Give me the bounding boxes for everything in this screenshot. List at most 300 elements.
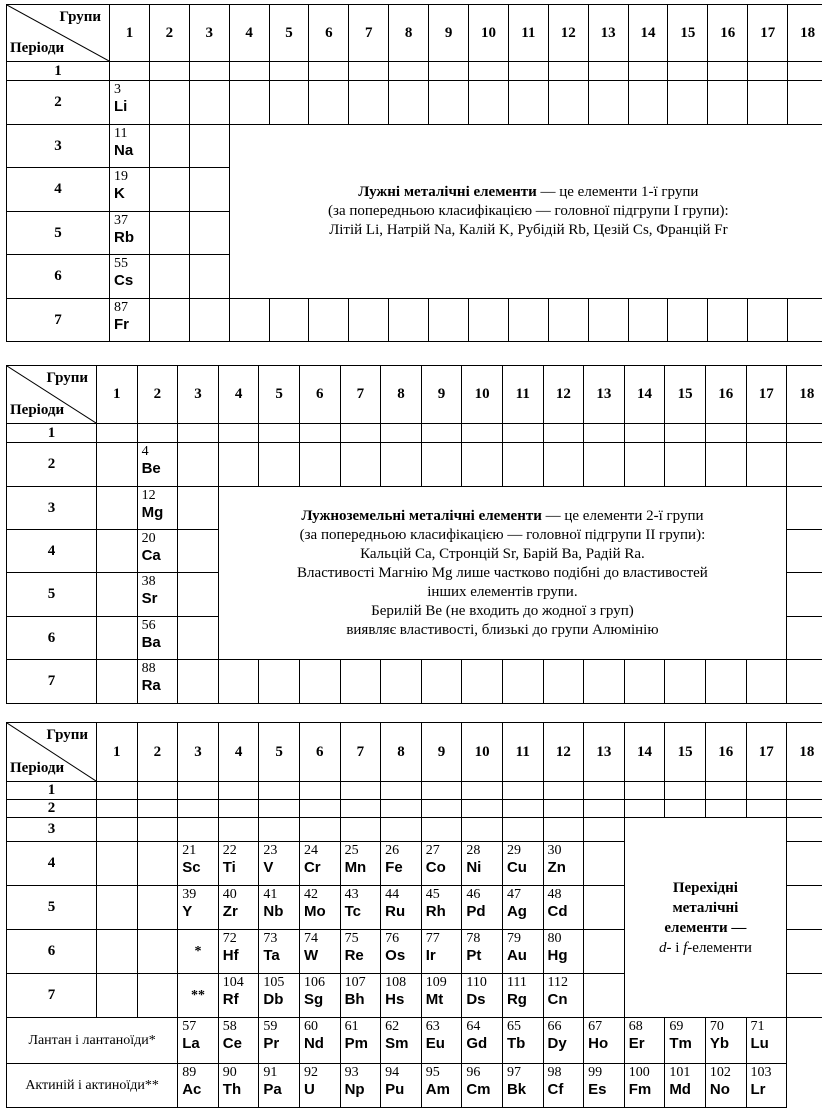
group-number: 4	[218, 723, 259, 782]
element-symbol: Md	[669, 1081, 691, 1098]
element-cell	[746, 1018, 787, 1064]
element-symbol: Be	[141, 460, 161, 477]
atomic-number: 77	[425, 931, 440, 946]
group-number: 15	[665, 366, 706, 424]
group-number: 17	[748, 5, 788, 62]
period-number: 5	[7, 886, 97, 930]
element-symbol: Ir	[425, 947, 436, 964]
group-number: 18	[788, 5, 822, 62]
element-symbol: Zn	[547, 859, 566, 876]
element-cell	[543, 974, 584, 1018]
element-symbol: Sm	[385, 1035, 409, 1052]
element-symbol: Bk	[506, 1081, 527, 1098]
element-cell	[381, 842, 422, 886]
element-symbol: Ni	[466, 859, 482, 876]
period-row	[7, 782, 822, 800]
atomic-number: 109	[425, 975, 447, 990]
atomic-number: 99	[588, 1065, 603, 1080]
atomic-number: 79	[506, 931, 521, 946]
atomic-number: 78	[466, 931, 481, 946]
atomic-number: 110	[466, 975, 487, 990]
period-number: 4	[7, 842, 97, 886]
element-symbol: Pa	[263, 1081, 282, 1098]
atomic-number: 55	[114, 256, 128, 271]
group-header-row	[7, 723, 822, 782]
element-symbol: V	[263, 859, 274, 876]
element-symbol: Ds	[466, 991, 486, 1008]
group-number: 6	[299, 723, 340, 782]
element-cell	[705, 1064, 746, 1108]
atomic-number: 92	[303, 1065, 318, 1080]
element-symbol: Tb	[506, 1035, 526, 1052]
atomic-number: 21	[182, 843, 197, 858]
atomic-number: 104	[222, 975, 244, 990]
element-cell	[259, 842, 300, 886]
group-number: 15	[668, 5, 708, 62]
period-number: 6	[7, 255, 110, 299]
period-number: 1	[7, 782, 97, 800]
element-cell	[502, 930, 543, 974]
atomic-number: 90	[222, 1065, 237, 1080]
element-symbol: Cd	[547, 903, 568, 920]
element-symbol: Ac	[182, 1081, 202, 1098]
element-cell	[178, 842, 219, 886]
group-number: 17	[746, 366, 787, 424]
period-number: 6	[7, 617, 97, 660]
groups-label: Групи	[46, 727, 88, 743]
atomic-number: 30	[547, 843, 562, 858]
atomic-number: 43	[344, 887, 359, 902]
element-symbol: No	[709, 1081, 730, 1098]
atomic-number: 38	[141, 574, 156, 589]
group-number: 10	[462, 366, 503, 424]
group-number: 13	[584, 366, 625, 424]
element-symbol: Cu	[506, 859, 527, 876]
groups-label: Групи	[59, 9, 101, 25]
atomic-number: 64	[466, 1019, 481, 1034]
atomic-number: 70	[709, 1019, 724, 1034]
note-text: і	[671, 939, 684, 956]
element-cell	[462, 842, 503, 886]
element-cell	[584, 1018, 625, 1064]
atomic-number: 29	[506, 843, 521, 858]
group-number: 9	[421, 366, 462, 424]
lanthanides-row	[7, 1018, 822, 1064]
element-cell	[543, 1018, 584, 1064]
element-cell	[421, 1018, 462, 1064]
element-symbol: Sr	[141, 590, 158, 607]
group-number: 3	[178, 723, 219, 782]
element-cell	[746, 1064, 787, 1108]
group-number: 4	[229, 5, 269, 62]
group-number: 7	[340, 723, 381, 782]
element-cell	[502, 1064, 543, 1108]
element-cell	[705, 1018, 746, 1064]
atomic-number: 25	[344, 843, 359, 858]
lanthanides-label: Лантан і лантаноїди*	[7, 1018, 178, 1064]
element-symbol: Eu	[425, 1035, 445, 1052]
groups-label: Групи	[46, 370, 88, 386]
atomic-number: 106	[303, 975, 325, 990]
element-cell	[543, 930, 584, 974]
period-number: 3	[7, 487, 97, 530]
element-symbol: Tc	[344, 903, 361, 920]
atomic-number: 100	[628, 1065, 650, 1080]
element-symbol: Cf	[547, 1081, 564, 1098]
group-number: 18	[787, 723, 822, 782]
element-cell	[624, 1064, 665, 1108]
period-row	[7, 424, 822, 443]
group-number: 9	[421, 723, 462, 782]
atomic-number: 44	[385, 887, 400, 902]
atomic-number: 96	[466, 1065, 481, 1080]
element-symbol: Ti	[222, 859, 236, 876]
group-number: 13	[584, 723, 625, 782]
group-number: 16	[708, 5, 748, 62]
element-symbol: Ag	[506, 903, 527, 920]
atomic-number: 105	[263, 975, 285, 990]
element-symbol: Nd	[303, 1035, 324, 1052]
element-cell	[665, 1064, 706, 1108]
element-symbol: Ra	[141, 677, 161, 694]
atomic-number: 103	[750, 1065, 772, 1080]
element-cell	[421, 1064, 462, 1108]
atomic-number: 4	[141, 444, 149, 459]
atomic-number: 73	[263, 931, 278, 946]
note-text: — це елементи 2-ї групи	[541, 507, 704, 524]
atomic-number: 11	[114, 126, 128, 141]
atomic-number: 75	[344, 931, 359, 946]
element-symbol: Mg	[141, 504, 164, 521]
group-number: 4	[218, 366, 259, 424]
period-number: 3	[7, 125, 110, 168]
element-symbol: Fm	[628, 1081, 652, 1098]
atomic-number: 68	[628, 1019, 643, 1034]
element-cell	[218, 1064, 259, 1108]
element-cell	[259, 886, 300, 930]
atomic-number: 57	[182, 1019, 197, 1034]
note-text: Кальцій Ca, Стронцій Sr, Барій Ba, Радій Ra.	[360, 545, 645, 562]
group-number: 2	[137, 366, 178, 424]
element-cell	[381, 974, 422, 1018]
period-number: 7	[7, 660, 97, 704]
element-cell	[340, 974, 381, 1018]
actinides-label: Актиній і актиноїди**	[7, 1064, 178, 1108]
element-symbol: Np	[344, 1081, 365, 1098]
group-number: 17	[746, 723, 787, 782]
element-cell	[421, 886, 462, 930]
element-cell	[299, 1018, 340, 1064]
element-cell	[137, 443, 178, 487]
atomic-number: 20	[141, 531, 156, 546]
element-symbol: Cm	[466, 1081, 491, 1098]
element-symbol: Li	[114, 98, 128, 115]
element-symbol: Fr	[114, 316, 129, 333]
period-row	[7, 62, 822, 81]
atomic-number: 76	[385, 931, 400, 946]
atomic-number: 94	[385, 1065, 400, 1080]
group-header-row	[7, 366, 822, 424]
element-symbol: Fe	[385, 859, 403, 876]
element-cell	[110, 168, 150, 212]
note-text: Берилій Be (не входить до жодної з груп)	[371, 602, 634, 619]
period-row	[7, 818, 822, 842]
period-number: 6	[7, 930, 97, 974]
element-symbol: Hs	[385, 991, 405, 1008]
group-number: 7	[340, 366, 381, 424]
header-corner-cell	[7, 723, 97, 782]
period-number: 5	[7, 212, 110, 255]
element-cell	[543, 842, 584, 886]
note-text: металічні	[672, 899, 739, 916]
element-cell	[502, 842, 543, 886]
period-row	[7, 443, 822, 487]
element-symbol: Re	[344, 947, 364, 964]
element-cell	[462, 1064, 503, 1108]
element-symbol: Gd	[466, 1035, 488, 1052]
group-number: 6	[309, 5, 349, 62]
element-cell	[259, 930, 300, 974]
element-cell	[665, 1018, 706, 1064]
atomic-number: 62	[385, 1019, 400, 1034]
element-cell	[502, 974, 543, 1018]
note-text: виявляє властивості, близькі до групи Алюмінію	[346, 621, 659, 638]
element-cell	[137, 573, 178, 617]
element-symbol: Pm	[344, 1035, 368, 1052]
group-number: 1	[110, 5, 150, 62]
group-number: 11	[502, 366, 543, 424]
period-row	[7, 125, 822, 168]
note-text: d-	[658, 939, 672, 956]
lanthanide-marker: *	[178, 930, 219, 974]
atomic-number: 22	[222, 843, 237, 858]
group-number: 2	[137, 723, 178, 782]
element-symbol: Lr	[750, 1081, 766, 1098]
element-symbol: Mt	[425, 991, 444, 1008]
element-cell	[381, 1064, 422, 1108]
element-cell	[462, 974, 503, 1018]
period-number: 7	[7, 974, 97, 1018]
element-cell	[299, 1064, 340, 1108]
element-symbol: Os	[385, 947, 406, 964]
header-corner-cell	[7, 366, 97, 424]
element-symbol: Hf	[222, 947, 239, 964]
element-cell	[462, 930, 503, 974]
header-corner-cell	[7, 5, 110, 62]
element-symbol: U	[303, 1081, 315, 1098]
element-cell	[137, 487, 178, 530]
element-cell	[218, 930, 259, 974]
element-cell	[178, 1064, 219, 1108]
atomic-number: 112	[547, 975, 569, 990]
atomic-number: 46	[466, 887, 481, 902]
group-number: 5	[269, 5, 309, 62]
period-number: 4	[7, 530, 97, 573]
period-number: 3	[7, 818, 97, 842]
element-symbol: Ho	[588, 1035, 609, 1052]
period-number: 1	[7, 424, 97, 443]
atomic-number: 91	[263, 1065, 278, 1080]
element-cell	[137, 660, 178, 704]
alkali-metals-table	[6, 4, 822, 342]
element-symbol: Pd	[466, 903, 486, 920]
group-number: 10	[469, 5, 509, 62]
atomic-number: 107	[344, 975, 366, 990]
group-number: 11	[502, 723, 543, 782]
note-text: інших елементів групи.	[427, 583, 578, 600]
element-symbol: Er	[628, 1035, 645, 1052]
period-row	[7, 660, 822, 704]
element-symbol: Cr	[303, 859, 321, 876]
period-row	[7, 299, 822, 342]
element-cell	[218, 974, 259, 1018]
element-symbol: Ce	[222, 1035, 242, 1052]
element-cell	[340, 1064, 381, 1108]
group-number: 12	[543, 366, 584, 424]
element-symbol: Y	[182, 903, 193, 920]
element-symbol: Rf	[222, 991, 239, 1008]
transition-description	[624, 818, 786, 1018]
element-cell	[218, 842, 259, 886]
element-symbol: Ru	[385, 903, 406, 920]
element-symbol: Rh	[425, 903, 446, 920]
element-symbol: Db	[263, 991, 284, 1008]
group-number: 2	[149, 5, 189, 62]
element-cell	[299, 974, 340, 1018]
note-text: Літій Li, Натрій Na, Калій K, Рубідій Rb, Цезій Cs, Францій Fr	[329, 222, 728, 238]
element-cell	[178, 1018, 219, 1064]
element-symbol: Nb	[263, 903, 284, 920]
group-number: 18	[787, 366, 822, 424]
atomic-number: 40	[222, 887, 237, 902]
element-cell	[259, 974, 300, 1018]
element-symbol: Au	[506, 947, 527, 964]
atomic-number: 72	[222, 931, 237, 946]
element-symbol: Ca	[141, 547, 161, 564]
element-cell	[340, 886, 381, 930]
periods-label: Періоди	[10, 760, 65, 776]
element-symbol: Lu	[750, 1035, 769, 1052]
atomic-number: 65	[506, 1019, 521, 1034]
element-symbol: Mn	[344, 859, 367, 876]
note-text: (за попередньою класифікацією — головної підгрупи II групи):	[299, 526, 706, 543]
atomic-number: 71	[750, 1019, 765, 1034]
group-number: 7	[349, 5, 389, 62]
group-number: 14	[628, 5, 668, 62]
group-number: 5	[259, 723, 300, 782]
atomic-number: 12	[141, 488, 156, 503]
element-cell	[110, 125, 150, 168]
element-cell	[421, 842, 462, 886]
atomic-number: 101	[669, 1065, 691, 1080]
element-symbol: Ba	[141, 634, 161, 651]
group-number: 10	[462, 723, 503, 782]
alkali-description	[229, 125, 822, 299]
period-row	[7, 81, 822, 125]
atomic-number: 93	[344, 1065, 359, 1080]
group-number: 12	[543, 723, 584, 782]
element-symbol: Pu	[385, 1081, 405, 1098]
element-cell	[259, 1018, 300, 1064]
element-symbol: Sc	[182, 859, 201, 876]
atomic-number: 74	[303, 931, 318, 946]
element-cell	[543, 1064, 584, 1108]
atomic-number: 63	[425, 1019, 440, 1034]
period-number: 2	[7, 800, 97, 818]
group-number: 12	[548, 5, 588, 62]
atomic-number: 41	[263, 887, 278, 902]
actinides-row	[7, 1064, 822, 1108]
element-cell	[421, 930, 462, 974]
period-number: 4	[7, 168, 110, 212]
period-number: 1	[7, 62, 110, 81]
element-cell	[137, 617, 178, 660]
element-cell	[299, 930, 340, 974]
periods-label: Періоди	[10, 402, 65, 418]
element-symbol: Dy	[547, 1035, 567, 1052]
element-symbol: Sg	[303, 991, 324, 1008]
element-symbol: Cn	[547, 991, 568, 1008]
atomic-number: 28	[466, 843, 481, 858]
atomic-number: 19	[114, 169, 128, 184]
element-cell	[381, 930, 422, 974]
element-cell	[110, 255, 150, 299]
element-symbol: Pr	[263, 1035, 280, 1052]
element-symbol: Tm	[669, 1035, 692, 1052]
atomic-number: 95	[425, 1065, 440, 1080]
element-symbol: Cs	[114, 272, 134, 289]
atomic-number: 3	[114, 82, 121, 97]
alkaline-earth-metals-table	[6, 365, 822, 704]
element-cell	[110, 299, 150, 342]
group-header-row	[7, 5, 822, 62]
element-symbol: Ta	[263, 947, 280, 964]
element-cell	[340, 930, 381, 974]
period-number: 5	[7, 573, 97, 617]
atomic-number: 48	[547, 887, 562, 902]
period-number: 2	[7, 443, 97, 487]
element-symbol: Rg	[506, 991, 527, 1008]
group-number: 8	[381, 366, 422, 424]
atomic-number: 108	[385, 975, 407, 990]
atomic-number: 80	[547, 931, 562, 946]
note-text: — це елементи 1-ї групи	[536, 184, 699, 200]
note-text: (за попередньою класифікацією — головної підгрупи I групи):	[328, 203, 729, 219]
element-cell	[462, 1018, 503, 1064]
atomic-number: 97	[506, 1065, 521, 1080]
element-symbol: Zr	[222, 903, 238, 920]
element-symbol: Co	[425, 859, 446, 876]
element-cell	[218, 1018, 259, 1064]
atomic-number: 56	[141, 618, 156, 633]
group-number: 1	[97, 723, 138, 782]
note-text: -елементи	[687, 939, 752, 956]
atomic-number: 87	[114, 300, 128, 315]
element-cell	[502, 1018, 543, 1064]
atomic-number: 69	[669, 1019, 684, 1034]
atomic-number: 98	[547, 1065, 562, 1080]
atomic-number: 58	[222, 1019, 237, 1034]
element-cell	[624, 1018, 665, 1064]
atomic-number: 23	[263, 843, 278, 858]
element-cell	[381, 1018, 422, 1064]
element-cell	[340, 1018, 381, 1064]
element-symbol: Es	[588, 1081, 607, 1098]
note-text: Перехідні	[672, 879, 738, 896]
element-cell	[299, 842, 340, 886]
atomic-number: 61	[344, 1019, 359, 1034]
group-number: 1	[97, 366, 138, 424]
